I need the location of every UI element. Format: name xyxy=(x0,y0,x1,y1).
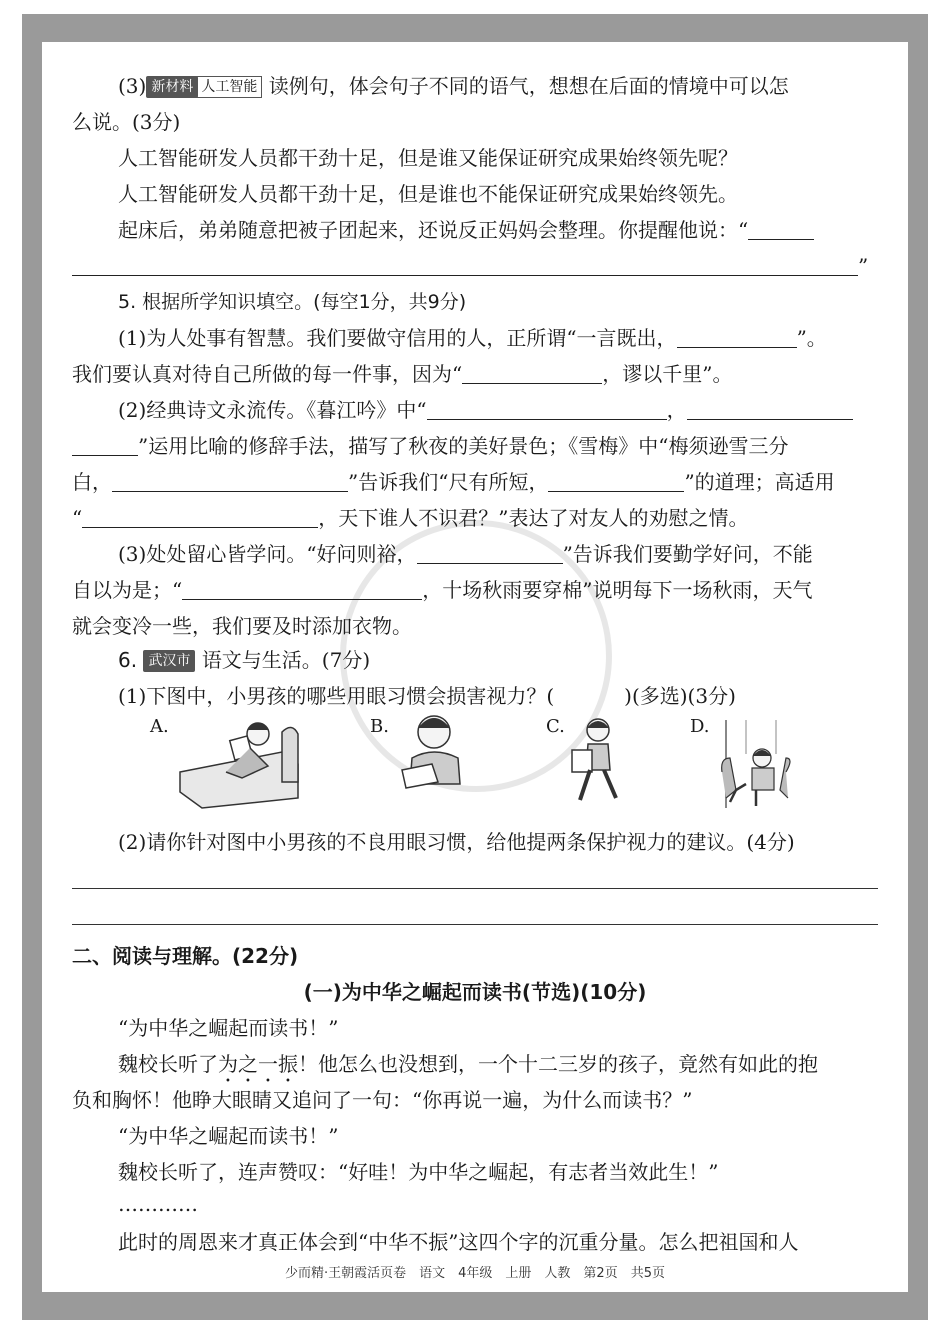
q5-3-line-c: 就会变冷一些，我们要及时添加衣物。 xyxy=(72,614,412,638)
passage-title: (一)为中华之崛起而读书(节选)(10分) xyxy=(303,980,647,1004)
boy-reading-in-bed-image xyxy=(172,712,302,812)
q6-1-end: )(多选)(3分) xyxy=(624,684,736,708)
answer-blank[interactable] xyxy=(182,579,422,600)
q5-2d-end: ，天下谁人不识君？”表达了对友人的劝慰之情。 xyxy=(318,506,749,530)
option-c-label: C. xyxy=(546,716,565,737)
q4-3-text-cont: 么说。(3分) xyxy=(72,110,181,134)
answer-blank[interactable] xyxy=(82,507,318,528)
q5-1-line xyxy=(118,324,827,352)
tag-new-material: 新材料 xyxy=(146,76,198,98)
answer-blank[interactable] xyxy=(427,399,667,420)
tag-city: 武汉市 xyxy=(143,650,195,672)
q5-heading: 5. 根据所学知识填空。(每空1分，共9分) xyxy=(118,291,467,313)
answer-line-1[interactable] xyxy=(72,888,878,889)
tag-ai: 人工智能 xyxy=(196,76,262,98)
q5-2-line-d xyxy=(72,504,748,532)
q4-3-text: 读例句，体会句子不同的语气，想想在后面的情境中可以怎 xyxy=(268,74,789,98)
q5-2-mid: ， xyxy=(666,398,687,422)
q5-3-text: (3)处处留心皆学问。“好问则裕， xyxy=(118,542,417,566)
q5-2-line xyxy=(118,396,853,424)
q6-1-line xyxy=(118,682,736,710)
passage-para-4: “为中华之崛起而读书！” xyxy=(118,1124,339,1148)
para2-text-b: ！他怎么也没想到，一个十二三岁的孩子，竟然有如此的抱 xyxy=(298,1052,818,1076)
dotted-phrase: 为之一振 xyxy=(218,1052,298,1076)
q5-1-end: ”。 xyxy=(796,326,827,350)
q5-3-line-b xyxy=(72,576,812,604)
answer-blank[interactable] xyxy=(112,471,348,492)
scenario-answer-line xyxy=(72,252,868,280)
answer-blank[interactable] xyxy=(72,255,858,276)
example-sentence-2: 人工智能研发人员都干劲十足，但是谁也不能保证研究成果始终领先。 xyxy=(118,182,738,206)
q5-2c-start: 白， xyxy=(72,470,112,494)
passage-para-1: “为中华之崛起而读书！” xyxy=(118,1016,339,1040)
section2-heading: 二、阅读与理解。(22分) xyxy=(72,944,299,968)
answer-blank[interactable] xyxy=(687,399,853,420)
para2-text-a: 魏校长听了 xyxy=(118,1052,218,1076)
q5-2d-start: “ xyxy=(72,506,83,530)
close-quote: ” xyxy=(858,254,869,278)
scenario-text: 起床后，弟弟随意把被子团起来，还说反正妈妈会整理。你提醒他说：“ xyxy=(118,218,749,242)
q4-3-intro xyxy=(118,72,789,100)
q5-1b-text: 我们要认真对待自己所做的每一件事，因为“ xyxy=(72,362,463,386)
answer-line-2[interactable] xyxy=(72,924,878,925)
q5-1-line-b xyxy=(72,360,732,388)
answer-blank[interactable] xyxy=(748,219,814,240)
q6-2-line: (2)请你针对图中小男孩的不良用眼习惯，给他提两条保护视力的建议。(4分) xyxy=(118,830,795,854)
option-a-label: A. xyxy=(150,716,169,737)
q5-2c-mid: ”告诉我们“尺有所短， xyxy=(348,470,549,494)
answer-blank[interactable] xyxy=(72,435,138,456)
answer-blank[interactable] xyxy=(548,471,684,492)
q5-3-line xyxy=(118,540,813,568)
passage-para-6: 此时的周恩来才真正体会到“中华不振”这四个字的沉重分量。怎么把祖国和人 xyxy=(118,1230,799,1254)
passage-para-3: 负和胸怀！他睁大眼睛又追问了一句：“你再说一遍，为什么而读书？” xyxy=(72,1088,693,1112)
page-footer: 少而精·王朝霞活页卷 语文 4年级 上册 人教 第2页 共5页 xyxy=(285,1266,665,1281)
q5-2-line-c xyxy=(72,468,835,496)
option-d-label: D. xyxy=(690,716,710,737)
boy-reading-on-train-image xyxy=(716,718,796,810)
q5-3-end: ”告诉我们要勤学好问，不能 xyxy=(562,542,813,566)
q5-2-line-b xyxy=(72,432,788,460)
passage-para-2 xyxy=(118,1050,818,1087)
q6-1-text: (1)下图中，小男孩的哪些用眼习惯会损害视力？( xyxy=(118,684,555,708)
example-sentence-1: 人工智能研发人员都干劲十足，但是谁又能保证研究成果始终领先呢？ xyxy=(118,146,738,170)
boy-walking-reading-image xyxy=(566,716,626,806)
q4-3-number: (3) xyxy=(118,74,147,98)
scenario-line xyxy=(118,216,814,244)
option-b-label: B. xyxy=(370,716,389,737)
q6-number: 6. xyxy=(118,648,138,672)
q5-1b-end: ，谬以千里”。 xyxy=(602,362,733,386)
answer-blank[interactable] xyxy=(417,543,563,564)
boy-reading-close-image xyxy=(398,708,468,790)
answer-blank[interactable] xyxy=(462,363,602,384)
passage-ellipsis: ………… xyxy=(118,1192,198,1216)
passage-para-5: 魏校长听了，连声赞叹：“好哇！为中华之崛起，有志者当效此生！” xyxy=(118,1160,719,1184)
q6-heading: 语文与生活。(7分) xyxy=(201,648,371,672)
q5-3b-text: 自以为是；“ xyxy=(72,578,183,602)
q5-2b-text: ”运用比喻的修辞手法，描写了秋夜的美好景色；《雪梅》中“梅须逊雪三分 xyxy=(138,434,789,458)
q6-heading-line xyxy=(118,646,370,674)
q5-2-text: (2)经典诗文永流传。《暮江吟》中“ xyxy=(118,398,427,422)
answer-blank[interactable] xyxy=(677,327,797,348)
q5-3b-end: ，十场秋雨要穿棉”说明每下一场秋雨，天气 xyxy=(422,578,813,602)
q5-1-text: (1)为人处事有智慧。我们要做守信用的人，正所谓“一言既出， xyxy=(118,326,677,350)
q5-2c-end: ”的道理；高适用 xyxy=(684,470,835,494)
